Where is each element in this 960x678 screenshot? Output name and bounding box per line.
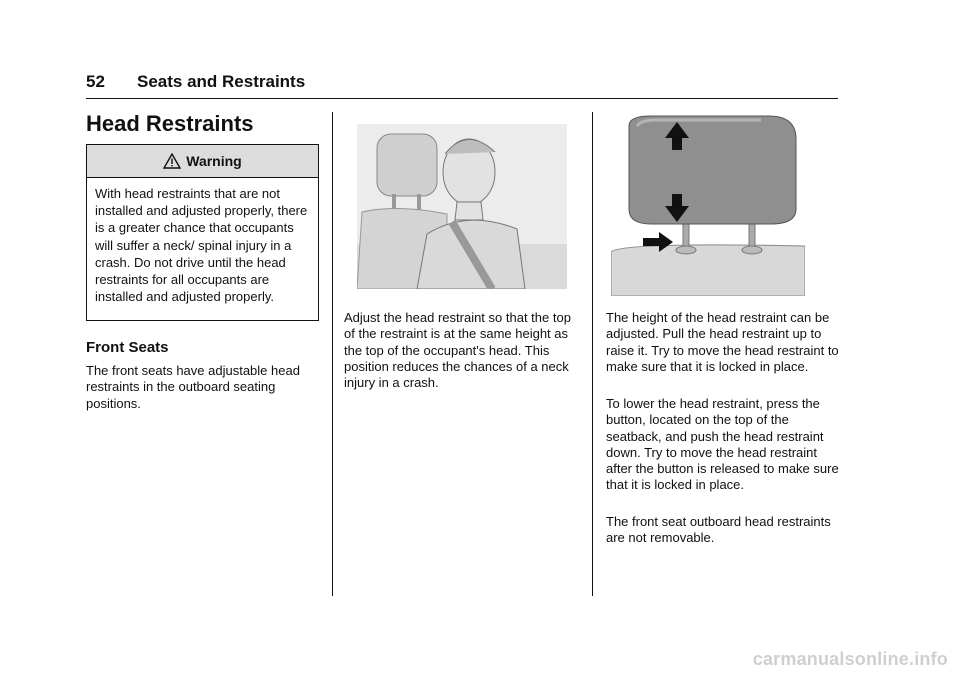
column-divider-1 xyxy=(332,112,333,596)
warning-header xyxy=(87,145,318,178)
front-seats-text: The front seats have adjustable head restraints in the outboard seating positions. xyxy=(86,363,300,411)
col3-paragraph-1: The height of the head restraint can be adjusted. Pull the head restraint up to raise it. Try to move the head restraint to make sure that it is locked in place. xyxy=(606,310,839,374)
column-divider-2 xyxy=(592,112,593,596)
watermark: carmanualsonline.info xyxy=(752,649,948,669)
page-title: Head Restraints xyxy=(86,111,254,136)
warning-box xyxy=(86,144,319,321)
page-header xyxy=(86,72,838,99)
warning-heading: Warning xyxy=(186,153,242,169)
figure-occupant-head-restraint xyxy=(357,124,567,289)
front-seats-heading: Front Seats xyxy=(86,339,169,356)
col3-paragraph-2: To lower the head restraint, press the button, located on the top of the seatback, and push the head restraint down. Try to move the head restraint after the button is released to make sure that it is locked in place. xyxy=(606,396,839,493)
warning-text: With head restraints that are not installed and adjusted properly, there is a greater chance that occupants will suffer a neck/ spinal injury in a crash. Do not drive until the head restraints for all occupants are installed and adjusted properly. xyxy=(95,186,308,305)
figure1-caption: Adjust the head restraint so that the top of the restraint is at the same height as the top of the occupant's head. This position reduces the chances of a neck injury in a crash. xyxy=(344,310,571,391)
figure-head-restraint-adjust xyxy=(611,114,805,296)
section-title: Seats and Restraints xyxy=(137,72,306,91)
col3-paragraph-3: The front seat outboard head restraints are not removable. xyxy=(606,514,831,546)
page-number: 52 xyxy=(86,72,105,91)
warning-triangle-icon xyxy=(163,153,181,169)
